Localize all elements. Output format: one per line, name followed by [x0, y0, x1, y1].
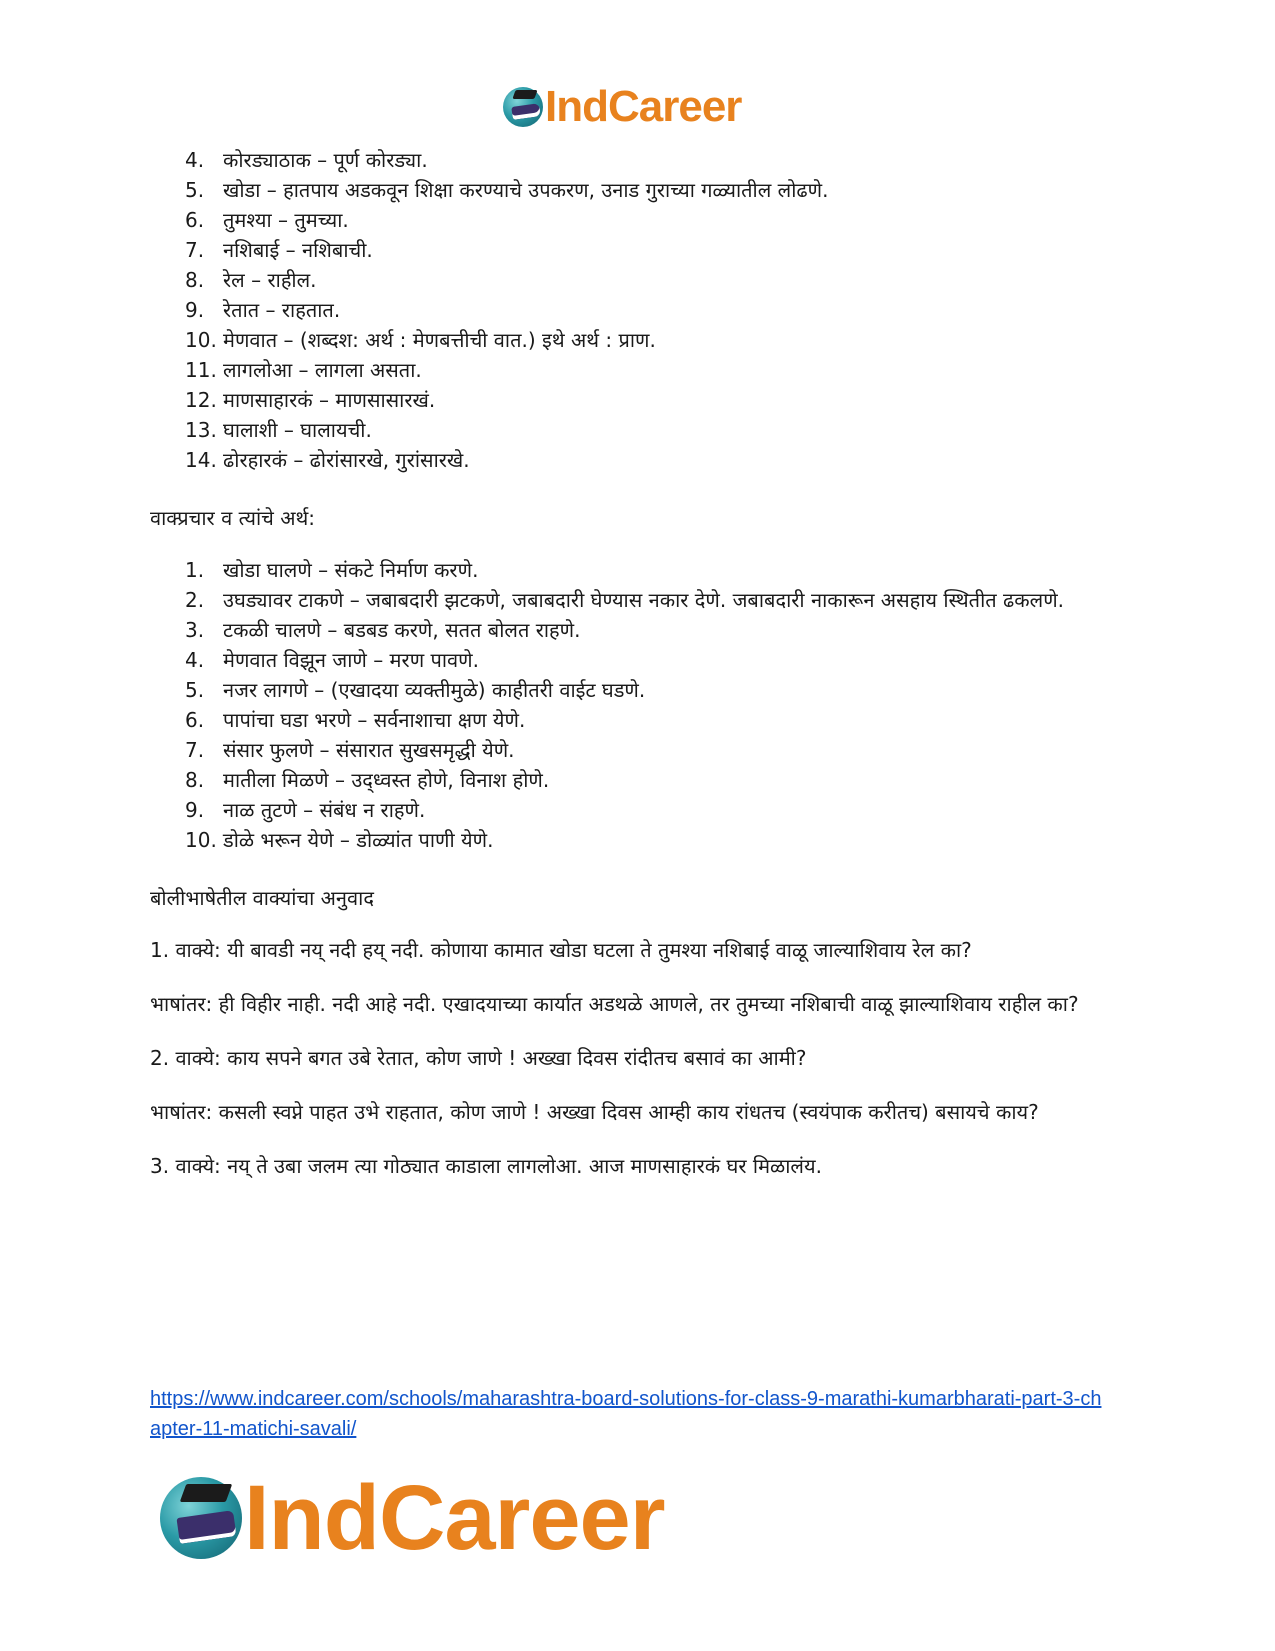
list-text: रेल – राहील. — [223, 268, 317, 292]
list-text: नजर लागणे – (एखादया व्यक्तीमुळे) काहीतरी वाईट घडणे. — [223, 678, 646, 702]
word-meaning-item — [150, 295, 1110, 325]
list-text: कोरड्याठाक – पूर्ण कोरड्या. — [223, 148, 428, 172]
word-meaning-list — [150, 145, 1110, 475]
list-text: घालाशी – घालायची. — [223, 418, 372, 442]
word-meaning-item — [150, 175, 1110, 205]
list-number: 8. — [185, 268, 205, 292]
phrase-meaning-item — [150, 705, 1110, 735]
phrase-meaning-item — [150, 615, 1110, 645]
phrase-meaning-item — [150, 735, 1110, 765]
list-text: खोडा घालणे – संकटे निर्माण करणे. — [223, 558, 479, 582]
list-text: तुमश्या – तुमच्या. — [223, 208, 349, 232]
list-number: 6. — [185, 208, 205, 232]
translation-paragraph: 3. वाक्ये: नय् ते उबा जलम त्या गोठ्यात काडाला लागलोआ. आज माणसाहारकं घर मिळालंय. — [150, 1154, 822, 1178]
phrase-meaning-item — [150, 765, 1110, 795]
list-text: मेणवात विझून जाणे – मरण पावणे. — [223, 648, 479, 672]
list-text: खोडा – हातपाय अडकवून शिक्षा करण्याचे उपकरण, उनाड गुराच्या गळ्यातील लोढणे. — [223, 178, 829, 202]
source-url-link[interactable]: https://www.indcareer.com/schools/maharashtra-board-solutions-for-class-9-marathi-kumarbharati-part-3-chapter-11-matichi-savali/ — [150, 1388, 1102, 1440]
list-number: 10. — [185, 828, 217, 852]
list-number: 4. — [185, 648, 205, 672]
word-meaning-item — [150, 445, 1110, 475]
phrase-meaning-item — [150, 585, 1110, 615]
list-number: 5. — [185, 178, 205, 202]
list-number: 5. — [185, 678, 205, 702]
phrase-meaning-list — [150, 555, 1110, 855]
translation-heading: बोलीभाषेतील वाक्यांचा अनुवाद — [150, 886, 374, 910]
list-number: 11. — [185, 358, 217, 382]
footer-logo — [160, 1467, 665, 1569]
list-number: 7. — [185, 738, 205, 762]
list-number: 2. — [185, 588, 205, 612]
list-text: माणसाहारकं – माणसासारखं. — [223, 388, 436, 412]
list-text: टकळी चालणे – बडबड करणे, सतत बोलत राहणे. — [223, 618, 581, 642]
word-meaning-item — [150, 415, 1110, 445]
phrase-meaning-item — [150, 795, 1110, 825]
word-meaning-item — [150, 145, 1110, 175]
list-number: 13. — [185, 418, 217, 442]
list-text: डोळे भरून येणे – डोळ्यांत पाणी येणे. — [223, 828, 494, 852]
list-number: 6. — [185, 708, 205, 732]
word-meaning-item — [150, 325, 1110, 355]
list-number: 4. — [185, 148, 205, 172]
list-number: 9. — [185, 798, 205, 822]
list-text: नशिबाई – नशिबाची. — [223, 238, 373, 262]
list-text: नाळ तुटणे – संबंध न राहणे. — [223, 798, 426, 822]
list-text: मेणवात – (शब्दश: अर्थ : मेणबत्तीची वात.) इथे अर्थ : प्राण. — [223, 328, 656, 352]
list-text: पापांचा घडा भरणे – सर्वनाशाचा क्षण येणे. — [223, 708, 526, 732]
list-number: 10. — [185, 328, 217, 352]
phrase-meaning-item — [150, 555, 1110, 585]
graduation-globe-icon — [503, 87, 543, 127]
list-number: 1. — [185, 558, 205, 582]
list-text: लागलोआ – लागला असता. — [223, 358, 422, 382]
phrase-meaning-item — [150, 645, 1110, 675]
translation-paragraph: 1. वाक्ये: यी बावडी नय् नदी हय् नदी. कोणाया कामात खोडा घटला ते तुमश्या नशिबाई वाळू जाल्याशिवाय रेल का? — [150, 938, 972, 962]
list-number: 12. — [185, 388, 217, 412]
translation-paragraph: भाषांतर: कसली स्वप्ने पाहत उभे राहतात, कोण जाणे ! अख्खा दिवस आम्ही काय रांधतच (स्वयंपाक करीतच) बसायचे काय? — [150, 1100, 1039, 1124]
translation-paragraphs — [150, 935, 1110, 1181]
list-number: 3. — [185, 618, 205, 642]
word-meaning-item — [150, 205, 1110, 235]
word-meaning-item — [150, 355, 1110, 385]
list-number: 9. — [185, 298, 205, 322]
list-text: उघड्यावर टाकणे – जबाबदारी झटकणे, जबाबदारी घेण्यास नकार देणे. जबाबदारी नाकारून असहाय स्थितीत ढकलणे. — [223, 588, 1065, 612]
document-body — [150, 145, 1110, 1205]
list-number: 7. — [185, 238, 205, 262]
phrases-heading: वाक्प्रचार व त्यांचे अर्थ: — [150, 506, 316, 530]
list-text: रेतात – राहतात. — [223, 298, 341, 322]
list-number: 14. — [185, 448, 217, 472]
phrase-meaning-item — [150, 675, 1110, 705]
list-text: मातीला मिळणे – उद्ध्वस्त होणे, विनाश होणे. — [223, 768, 550, 792]
word-meaning-item — [150, 265, 1110, 295]
footer-logo-text: IndCareer — [244, 1467, 665, 1569]
list-text: संसार फुलणे – संसारात सुखसमृद्धी येणे. — [223, 738, 515, 762]
translation-paragraph: भाषांतर: ही विहीर नाही. नदी आहे नदी. एखादयाच्या कार्यात अडथळे आणले, तर तुमच्या नशिबाची वाळू झाल्याशिवाय राहील का? — [150, 992, 1079, 1016]
list-text: ढोरहारकं – ढोरांसारखे, गुरांसारखे. — [223, 448, 470, 472]
graduation-globe-icon — [160, 1477, 242, 1559]
header-logo — [503, 82, 741, 132]
phrase-meaning-item — [150, 825, 1110, 855]
header-logo-text: IndCareer — [545, 82, 742, 131]
list-number: 8. — [185, 768, 205, 792]
translation-paragraph: 2. वाक्ये: काय सपने बगत उबे रेतात, कोण जाणे ! अख्खा दिवस रांदीतच बसावं का आमी? — [150, 1046, 807, 1070]
word-meaning-item — [150, 235, 1110, 265]
word-meaning-item — [150, 385, 1110, 415]
